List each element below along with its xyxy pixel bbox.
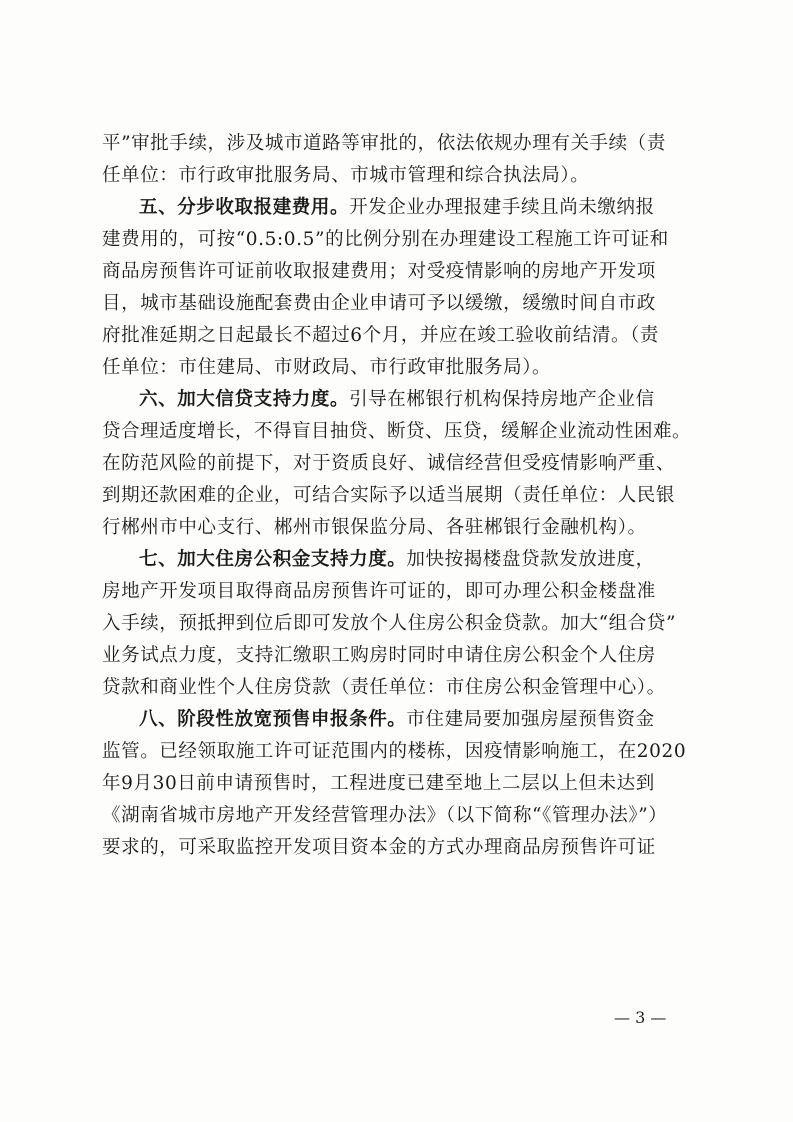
document-body — [102, 128, 692, 864]
section-heading: 七、加大住房公积金支持力度。 — [139, 549, 407, 570]
section-eight-first-line — [102, 704, 692, 736]
text-line: 到期还款困难的企业，可结合实际予以适当展期（责任单位：人民银 — [102, 485, 676, 506]
section-heading: 六、加大信贷支持力度。 — [139, 389, 350, 410]
text-run: 开发企业办理报建手续且尚未缴纳报 — [349, 197, 655, 218]
text-line: 《湖南省城市房地产开发经营管理办法》（以下简称“《管理办法》”） — [102, 805, 668, 826]
text-line: 平”审批手续，涉及城市道路等审批的，依法依规办理有关手续（责 — [102, 133, 666, 154]
section-heading: 八、阶段性放宽预售申报条件。 — [139, 709, 407, 730]
section-six-first-line — [102, 384, 692, 416]
page-number: — 3 — — [614, 1008, 667, 1027]
text-line: 建费用的，可按“0.5:0.5”的比例分别在办理建设工程施工许可证和 — [102, 229, 669, 250]
section-heading: 五、分步收取报建费用。 — [139, 197, 350, 218]
text-line: 目，城市基础设施配套费由企业申请可予以缓缴，缓缴时间自市政 — [102, 293, 656, 314]
text-run: 加快按揭楼盘贷款发放进度， — [406, 549, 655, 570]
text-line: 贷合理适度增长，不得盲目抽贷、断贷、压贷，缓解企业流动性困难。 — [102, 421, 692, 442]
text-run: 市住建局要加强房屋预售资金 — [406, 709, 655, 730]
text-line: 房地产开发项目取得商品房预售许可证的，即可办理公积金楼盘准 — [102, 581, 656, 602]
text-line: 行郴州市中心支行、郴州市银保监分局、各驻郴银行金融机构）。 — [102, 517, 647, 538]
section-five-first-line — [102, 192, 692, 224]
text-line: 年9月30日前申请预售时，工程进度已建至地上二层以上但未达到 — [102, 773, 655, 794]
text-line: 业务试点力度，支持汇缴职工购房时同时申请住房公积金个人住房 — [102, 645, 656, 666]
text-line: 贷款和商业性个人住房贷款（责任单位：市住房公积金管理中心）。 — [102, 677, 666, 698]
text-line: 要求的，可采取监控开发项目资本金的方式办理商品房预售许可证 — [102, 837, 656, 858]
text-line: 在防范风险的前提下，对于资质良好、诚信经营但受疫情影响严重、 — [102, 453, 676, 474]
text-line: 监管。已经领取施工许可证范围内的楼栋，因疫情影响施工，在2020 — [102, 741, 687, 762]
text-line: 府批准延期之日起最长不超过6个月，并应在竣工验收前结清。（责 — [102, 325, 660, 346]
text-line: 任单位：市住建局、市财政局、市行政审批服务局）。 — [102, 357, 552, 378]
text-line: 任单位：市行政审批服务局、市城市管理和综合执法局）。 — [102, 165, 590, 186]
text-line: 商品房预售许可证前收取报建费用；对受疫情影响的房地产开发项 — [102, 261, 656, 282]
section-seven-first-line — [102, 544, 692, 576]
text-run: 引导在郴银行机构保持房地产企业信 — [349, 389, 655, 410]
text-line: 入手续，预抵押到位后即可发放个人住房公积金贷款。加大“组合贷” — [102, 613, 677, 634]
